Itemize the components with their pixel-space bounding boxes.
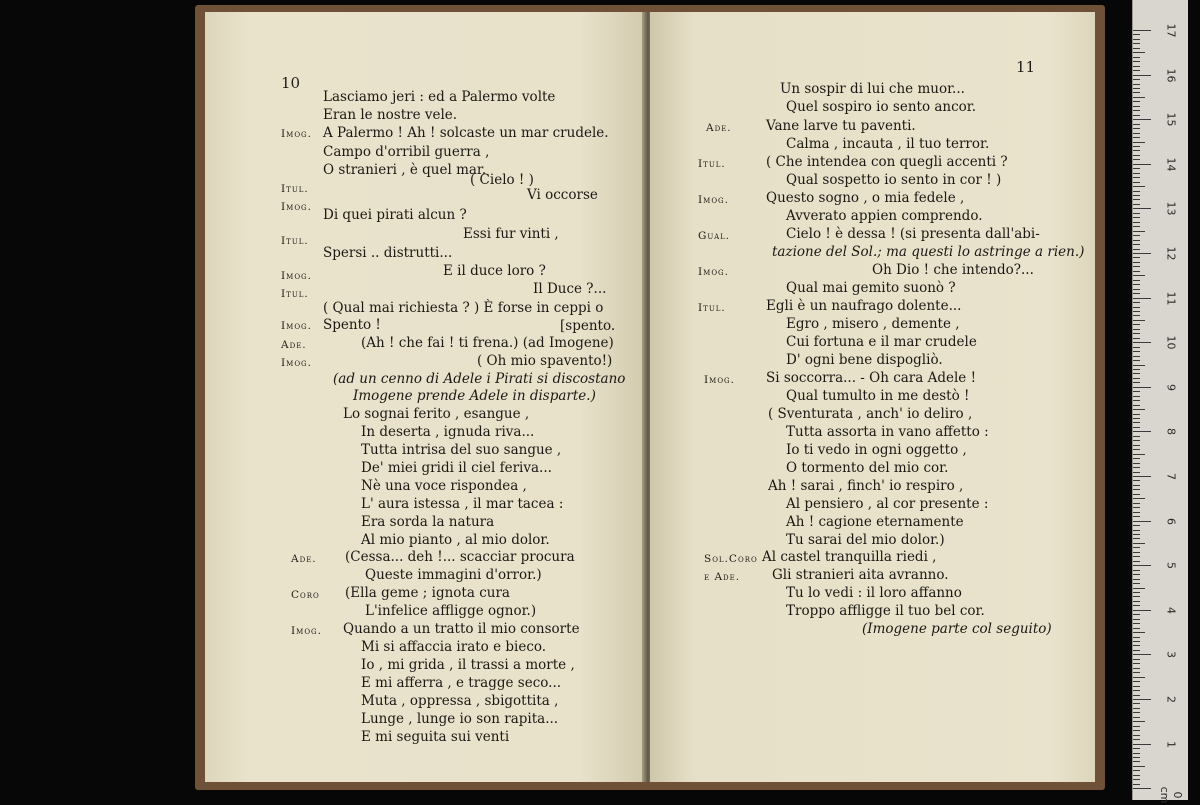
ruler-tick xyxy=(1133,61,1140,62)
page-number: 11 xyxy=(1016,58,1036,76)
ruler-tick xyxy=(1133,592,1140,593)
ruler-tick xyxy=(1133,632,1145,633)
ruler-label: 2 xyxy=(1164,696,1178,703)
text-line: Io , mi grida , il trassi a morte , xyxy=(361,657,575,673)
ruler-tick xyxy=(1133,168,1140,169)
text-line: Al mio pianto , al mio dolor. xyxy=(361,532,550,548)
ruler-tick xyxy=(1133,507,1140,508)
ruler-tick xyxy=(1133,637,1140,638)
ruler-tick xyxy=(1133,142,1145,143)
text-line: A Palermo ! Ah ! solcaste un mar crudele. xyxy=(323,125,609,141)
text-line: Cui fortuna e il mar crudele xyxy=(786,334,977,350)
text-line: (Ella geme ; ignota cura xyxy=(345,585,510,601)
ruler-tick xyxy=(1133,30,1151,31)
ruler-tick xyxy=(1133,761,1140,762)
speaker-label: Imog. xyxy=(291,625,322,637)
ruler-tick xyxy=(1133,101,1140,102)
ruler-tick xyxy=(1133,757,1140,758)
ruler-tick xyxy=(1133,66,1140,67)
speaker-label: Imog. xyxy=(698,194,729,206)
ruler-tick xyxy=(1133,173,1140,174)
ruler-tick xyxy=(1133,414,1140,415)
ruler-tick xyxy=(1133,369,1140,370)
ruler-tick xyxy=(1133,681,1140,682)
speaker-label: Coro xyxy=(291,589,320,601)
speaker-label: Sol.Coro xyxy=(704,553,758,565)
text-line: Cielo ! è dessa ! (si presenta dall'abi- xyxy=(786,226,1040,242)
ruler-tick xyxy=(1133,396,1140,397)
ruler-tick xyxy=(1133,570,1140,571)
text-line: Ah ! cagione eternamente xyxy=(786,514,964,530)
ruler-tick xyxy=(1133,235,1140,236)
text-line: Era sorda la natura xyxy=(361,514,495,530)
ruler-tick xyxy=(1133,708,1140,709)
text-line: Qual sospetto io sento in cor ! ) xyxy=(786,172,1002,188)
ruler-tick xyxy=(1133,57,1140,58)
ruler-tick xyxy=(1133,534,1140,535)
ruler-tick xyxy=(1133,351,1140,352)
ruler-tick xyxy=(1133,333,1140,334)
ruler-tick xyxy=(1133,677,1145,678)
text-line: ( Oh mio spavento!) xyxy=(477,353,613,369)
text-line: Essi fur vinti , xyxy=(463,226,559,242)
ruler-tick xyxy=(1133,489,1140,490)
ruler-label: 0 cm xyxy=(1158,786,1184,804)
ruler-tick xyxy=(1133,739,1140,740)
ruler-tick xyxy=(1133,155,1140,156)
ruler-tick xyxy=(1133,431,1151,432)
ruler-tick xyxy=(1133,275,1145,276)
ruler-tick xyxy=(1133,405,1140,406)
ruler-tick xyxy=(1133,779,1140,780)
ruler-tick xyxy=(1133,686,1140,687)
ruler-tick xyxy=(1133,565,1151,566)
text-line: Quando a un tratto il mio consorte xyxy=(343,621,580,637)
ruler-label: 17 xyxy=(1164,23,1178,38)
ruler-tick xyxy=(1133,226,1140,227)
ruler-tick xyxy=(1133,92,1140,93)
text-line: Calma , incauta , il tuo terror. xyxy=(786,136,990,152)
ruler-tick xyxy=(1133,748,1140,749)
text-line: ( Sventurata , anch' io deliro , xyxy=(768,406,973,422)
ruler-tick xyxy=(1133,159,1140,160)
ruler-tick xyxy=(1133,712,1140,713)
ruler-label: 6 xyxy=(1164,517,1178,525)
ruler-tick xyxy=(1133,289,1140,290)
ruler-tick xyxy=(1133,262,1140,263)
ruler-tick xyxy=(1133,79,1140,80)
text-line: O tormento del mio cor. xyxy=(786,460,949,476)
ruler-tick xyxy=(1133,284,1140,285)
ruler-tick xyxy=(1133,124,1140,125)
text-line: Muta , oppressa , sbigottita , xyxy=(361,693,559,709)
ruler-tick xyxy=(1133,703,1140,704)
ruler-tick xyxy=(1133,342,1151,343)
speaker-label: Imog. xyxy=(281,201,312,213)
speaker-label: Imog. xyxy=(281,320,312,332)
stage-direction: (Imogene parte col seguito) xyxy=(862,621,1052,637)
text-line: [spento. xyxy=(560,318,616,334)
ruler-label: 3 xyxy=(1164,651,1178,659)
ruler-tick xyxy=(1133,605,1140,606)
ruler-tick xyxy=(1133,521,1151,522)
ruler-label: 13 xyxy=(1164,201,1178,216)
text-line: E mi seguita sui venti xyxy=(361,729,510,745)
stage-direction: (ad un cenno di Adele i Pirati si discostano xyxy=(333,371,626,387)
ruler-tick xyxy=(1133,641,1140,642)
ruler-tick xyxy=(1133,512,1140,513)
ruler-tick xyxy=(1133,195,1140,196)
ruler-tick xyxy=(1133,547,1140,548)
text-line: Il Duce ?... xyxy=(533,281,607,297)
ruler-tick xyxy=(1133,324,1140,325)
ruler-tick xyxy=(1133,110,1140,111)
ruler-tick xyxy=(1133,458,1140,459)
ruler-tick xyxy=(1133,128,1140,129)
ruler-tick xyxy=(1133,382,1140,383)
ruler-tick xyxy=(1133,137,1140,138)
text-line: Campo d'orribil guerra , xyxy=(323,144,490,160)
ruler-tick xyxy=(1133,409,1145,410)
stage-direction: Imogene prende Adele in disparte.) xyxy=(353,388,596,404)
ruler-tick xyxy=(1133,75,1151,76)
ruler-tick xyxy=(1133,387,1151,388)
text-line: ( Che intendea con quegli accenti ? xyxy=(766,154,1008,170)
ruler-tick xyxy=(1133,302,1140,303)
ruler-tick xyxy=(1133,217,1140,218)
ruler-tick xyxy=(1133,561,1140,562)
ruler-tick xyxy=(1133,34,1140,35)
ruler-tick xyxy=(1133,84,1140,85)
ruler-tick xyxy=(1133,445,1140,446)
text-line: Mi si affaccia irato e bieco. xyxy=(361,639,547,655)
text-line: D' ogni bene dispogliò. xyxy=(786,352,943,368)
ruler-tick xyxy=(1133,360,1140,361)
ruler-tick xyxy=(1133,373,1140,374)
ruler-tick xyxy=(1133,454,1145,455)
text-line: Vi occorse xyxy=(527,187,598,203)
ruler-tick xyxy=(1133,48,1140,49)
ruler-tick xyxy=(1133,601,1140,602)
ruler-tick xyxy=(1133,775,1140,776)
ruler-tick xyxy=(1133,476,1151,477)
ruler-tick xyxy=(1133,436,1140,437)
text-line: Tu sarai del mio dolor.) xyxy=(786,532,945,548)
text-line: Spersi .. distrutti... xyxy=(323,245,453,261)
ruler-label: 16 xyxy=(1164,68,1178,83)
ruler-label: 7 xyxy=(1164,473,1178,480)
ruler-tick xyxy=(1133,115,1140,116)
ruler-label: 15 xyxy=(1164,112,1178,127)
text-line: L'infelice affligge ognor.) xyxy=(365,603,537,619)
ruler-tick xyxy=(1133,485,1140,486)
ruler-tick xyxy=(1133,249,1140,250)
ruler-tick xyxy=(1133,699,1151,700)
ruler-tick xyxy=(1133,628,1140,629)
text-line: Lasciamo jeri : ed a Palermo volte xyxy=(323,89,556,105)
ruler-tick xyxy=(1133,191,1140,192)
ruler-tick xyxy=(1133,494,1140,495)
speaker-label: Imog. xyxy=(281,270,312,282)
ruler-tick xyxy=(1133,39,1140,40)
speaker-label: Itul. xyxy=(698,302,726,314)
ruler-tick xyxy=(1133,472,1140,473)
ruler-tick xyxy=(1133,588,1145,589)
ruler-tick xyxy=(1133,619,1140,620)
ruler-tick xyxy=(1133,280,1140,281)
speaker-label: Itul. xyxy=(281,235,309,247)
text-line: Vane larve tu paventi. xyxy=(766,118,916,134)
text-line: Ah ! sarai , finch' io respiro , xyxy=(768,478,964,494)
ruler-tick xyxy=(1133,440,1140,441)
ruler-tick xyxy=(1133,717,1140,718)
ruler-tick xyxy=(1133,400,1140,401)
ruler-tick xyxy=(1133,307,1140,308)
ruler-tick xyxy=(1133,623,1140,624)
ruler-tick xyxy=(1133,695,1140,696)
ruler-tick xyxy=(1133,614,1140,615)
ruler-tick xyxy=(1133,726,1140,727)
speaker-label: Itul. xyxy=(281,183,309,195)
text-line: Eran le nostre vele. xyxy=(323,107,458,123)
ruler-tick xyxy=(1133,766,1145,767)
text-line: Tutta intrisa del suo sangue , xyxy=(361,442,562,458)
ruler-tick xyxy=(1133,298,1151,299)
text-line: Avverato appien comprendo. xyxy=(786,208,983,224)
speaker-label: Itul. xyxy=(281,288,309,300)
text-line: Io ti vedo in ogni oggetto , xyxy=(786,442,967,458)
ruler-tick xyxy=(1133,784,1140,785)
ruler-tick xyxy=(1133,610,1151,611)
ruler-tick xyxy=(1133,311,1140,312)
ruler-tick xyxy=(1133,253,1151,254)
text-line: Nè una voce rispondea , xyxy=(361,478,527,494)
speaker-label: Imog. xyxy=(704,374,735,386)
ruler-tick xyxy=(1133,222,1140,223)
ruler-tick xyxy=(1133,347,1140,348)
ruler-tick xyxy=(1133,498,1145,499)
ruler-tick xyxy=(1133,744,1151,745)
ruler-label: 14 xyxy=(1164,157,1178,172)
ruler-tick xyxy=(1133,133,1140,134)
ruler-tick xyxy=(1133,231,1145,232)
ruler-tick xyxy=(1133,516,1140,517)
ruler-tick xyxy=(1133,378,1140,379)
text-line: Di quei pirati alcun ? xyxy=(323,207,467,223)
ruler-tick xyxy=(1133,503,1140,504)
ruler-tick xyxy=(1133,240,1140,241)
ruler-tick xyxy=(1133,182,1140,183)
ruler-tick xyxy=(1133,52,1145,53)
text-line: Gli stranieri aita avranno. xyxy=(772,567,949,583)
text-line: L' aura istessa , il mar tacea : xyxy=(361,496,564,512)
ruler-tick xyxy=(1133,480,1140,481)
ruler-tick xyxy=(1133,177,1140,178)
speaker-label: Imog. xyxy=(281,128,312,140)
text-line: Queste immagini d'orror.) xyxy=(365,567,542,583)
ruler-tick xyxy=(1133,70,1140,71)
speaker-label: Ade. xyxy=(706,122,732,134)
ruler-tick xyxy=(1133,690,1140,691)
ruler-tick xyxy=(1133,663,1140,664)
ruler-label: 11 xyxy=(1164,291,1178,306)
text-line: Egro , misero , demente , xyxy=(786,316,960,332)
text-line: Al pensiero , al cor presente : xyxy=(786,496,989,512)
stage-direction: tazione del Sol.; ma questi lo astringe a rien.) xyxy=(772,244,1085,260)
ruler-tick xyxy=(1133,208,1151,209)
text-line: Spento ! xyxy=(323,317,381,333)
ruler-tick xyxy=(1133,271,1140,272)
ruler-tick xyxy=(1133,391,1140,392)
text-line: Qual tumulto in me destò ! xyxy=(786,388,970,404)
text-line: O stranieri , è quel mar. xyxy=(323,162,487,178)
ruler-tick xyxy=(1133,463,1140,464)
ruler-tick xyxy=(1133,530,1140,531)
ruler-tick xyxy=(1133,730,1140,731)
ruler-tick xyxy=(1133,119,1151,120)
speaker-label: e Ade. xyxy=(704,571,741,583)
text-line: Lo sognai ferito , esangue , xyxy=(343,406,530,422)
ruler-tick xyxy=(1133,338,1140,339)
ruler-tick xyxy=(1133,721,1145,722)
ruler-label: 8 xyxy=(1164,428,1178,436)
ruler-label: 4 xyxy=(1164,606,1178,614)
text-line: Tutta assorta in vano affetto : xyxy=(786,424,989,440)
ruler-label: 1 xyxy=(1164,740,1178,748)
ruler-tick xyxy=(1133,150,1140,151)
ruler-tick xyxy=(1133,556,1140,557)
ruler-tick xyxy=(1133,257,1140,258)
ruler-tick xyxy=(1133,88,1140,89)
text-line: Questo sogno , o mia fedele , xyxy=(766,190,965,206)
text-line: ( Cielo ! ) xyxy=(470,172,534,188)
ruler-tick xyxy=(1133,329,1140,330)
ruler-tick xyxy=(1133,538,1140,539)
text-line: Un sospir di lui che muor... xyxy=(780,81,965,97)
speaker-label: Imog. xyxy=(698,266,729,278)
text-line: E mi afferra , e tragge seco... xyxy=(361,675,562,691)
text-line: De' miei gridi il ciel feriva... xyxy=(361,460,552,476)
text-line: ( Qual mai richiesta ? ) È forse in ceppi o xyxy=(323,300,604,316)
ruler-tick xyxy=(1133,650,1140,651)
speaker-label: Ade. xyxy=(281,339,307,351)
text-line: Troppo affligge il tuo bel cor. xyxy=(786,603,985,619)
measuring-ruler xyxy=(1132,0,1188,804)
text-line: Oh Dio ! che intendo?... xyxy=(872,262,1034,278)
ruler-tick xyxy=(1133,199,1140,200)
ruler-tick xyxy=(1133,356,1140,357)
ruler-label: 10 xyxy=(1164,335,1178,350)
ruler-tick xyxy=(1133,449,1140,450)
ruler-tick xyxy=(1133,365,1145,366)
ruler-tick xyxy=(1133,186,1145,187)
ruler-tick xyxy=(1133,293,1140,294)
ruler-tick xyxy=(1133,583,1140,584)
ruler-tick xyxy=(1133,97,1145,98)
text-line: Egli è un naufrago dolente... xyxy=(766,298,962,314)
ruler-tick xyxy=(1133,427,1140,428)
speaker-label: Ade. xyxy=(291,553,317,565)
ruler-tick xyxy=(1133,735,1140,736)
ruler-tick xyxy=(1133,164,1151,165)
ruler-tick xyxy=(1133,543,1145,544)
ruler-tick xyxy=(1133,579,1140,580)
ruler-tick xyxy=(1133,43,1140,44)
text-line: (Ah ! che fai ! ti frena.) (ad Imogene) xyxy=(361,335,614,351)
ruler-tick xyxy=(1133,596,1140,597)
ruler-tick xyxy=(1133,672,1140,673)
ruler-tick xyxy=(1133,204,1140,205)
ruler-tick xyxy=(1133,244,1140,245)
text-line: E il duce loro ? xyxy=(443,263,546,279)
ruler-tick xyxy=(1133,320,1145,321)
ruler-tick xyxy=(1133,213,1140,214)
ruler-tick xyxy=(1133,645,1140,646)
ruler-label: 9 xyxy=(1164,383,1178,391)
ruler-tick xyxy=(1133,668,1140,669)
page-number: 10 xyxy=(281,74,301,92)
ruler-tick xyxy=(1133,418,1140,419)
text-line: Qual mai gemito suonò ? xyxy=(786,280,956,296)
ruler-tick xyxy=(1133,422,1140,423)
ruler-label: 12 xyxy=(1164,246,1178,261)
ruler-tick xyxy=(1133,770,1140,771)
left-page xyxy=(205,12,645,782)
text-line: Al castel tranquilla riedi , xyxy=(762,549,937,565)
ruler-tick xyxy=(1133,574,1140,575)
ruler-tick xyxy=(1133,659,1140,660)
ruler-tick xyxy=(1133,788,1151,789)
ruler-label: 5 xyxy=(1164,562,1178,570)
text-line: Si soccorra... - Oh cara Adele ! xyxy=(766,370,976,386)
text-line: Lunge , lunge io son rapita... xyxy=(361,711,559,727)
ruler-tick xyxy=(1133,654,1151,655)
ruler-tick xyxy=(1133,525,1140,526)
ruler-tick xyxy=(1133,146,1140,147)
ruler-tick xyxy=(1133,106,1140,107)
text-line: In deserta , ignuda riva... xyxy=(361,424,535,440)
speaker-label: Imog. xyxy=(281,357,312,369)
speaker-label: Gual. xyxy=(698,230,731,242)
ruler-tick xyxy=(1133,266,1140,267)
ruler-tick xyxy=(1133,315,1140,316)
speaker-label: Itul. xyxy=(698,158,726,170)
text-line: Tu lo vedi : il loro affanno xyxy=(786,585,962,601)
text-line: Quel sospiro io sento ancor. xyxy=(786,99,977,115)
ruler-tick xyxy=(1133,753,1140,754)
right-page xyxy=(650,12,1095,782)
ruler-tick xyxy=(1133,552,1140,553)
text-line: (Cessa... deh !... scacciar procura xyxy=(345,549,575,565)
ruler-tick xyxy=(1133,467,1140,468)
